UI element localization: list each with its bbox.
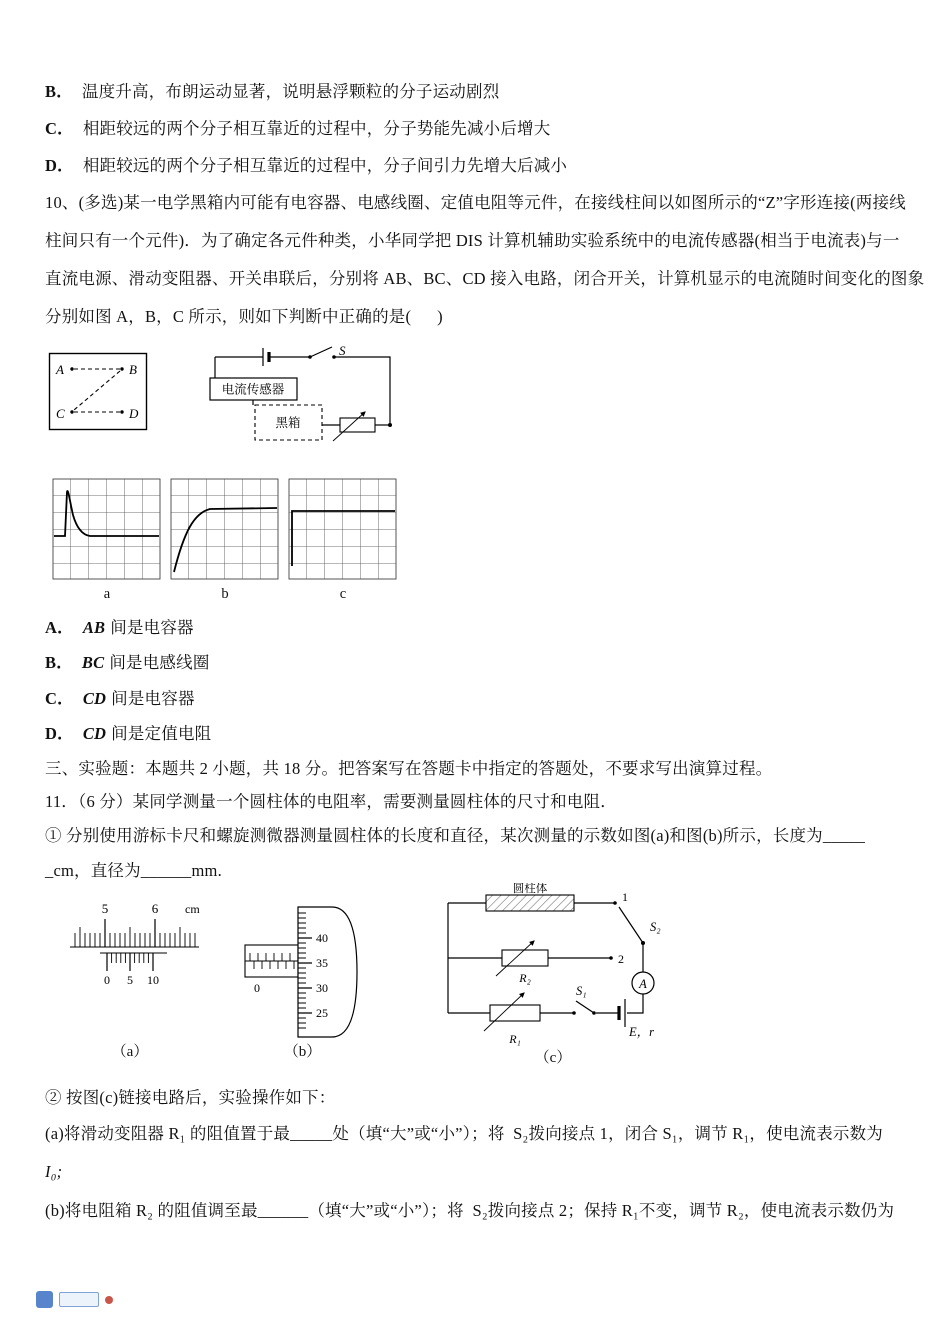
switch-icon xyxy=(308,345,390,425)
option-letter: D． xyxy=(45,724,74,743)
cylinder-label: 圆柱体 xyxy=(512,883,548,895)
switch-label: S xyxy=(339,345,346,358)
q11-circuit-figure xyxy=(428,883,678,1065)
terminal-b-label: B xyxy=(129,362,137,377)
micrometer-25-label: 25 xyxy=(316,1006,328,1020)
graph-b-label: b xyxy=(221,586,229,602)
option-text: 温度升高，布朗运动显著，说明悬浮颗粒的分子运动剧烈 xyxy=(81,82,500,101)
q10-circuit-figure xyxy=(205,345,400,450)
option-text: 间是定值电阻 xyxy=(111,724,212,743)
caliper-vernier-10: 10 xyxy=(147,973,159,987)
option-letter: C． xyxy=(45,689,74,708)
q10-stem-line-4: 分别如图 A，B，C 所示，则如下判断中正确的是( ) xyxy=(45,307,443,326)
rheostat-r1 xyxy=(448,993,540,1046)
blackbox-box xyxy=(255,405,322,440)
q10-option-c xyxy=(45,687,195,710)
caption-c: （c） xyxy=(534,1050,572,1066)
q10-graph-c xyxy=(288,478,398,580)
section3-header xyxy=(45,757,772,780)
s1-label: S₁ xyxy=(576,984,587,998)
caption-b: （b） xyxy=(283,1044,322,1060)
watermark-bar xyxy=(59,1292,99,1307)
cylinder-sample xyxy=(448,883,628,911)
battery-icon xyxy=(215,348,310,366)
q11-part2-intro: ② 按图(c)链接电路后，实验操作如下： xyxy=(45,1088,336,1107)
option-variable: CD xyxy=(82,689,107,708)
q11-stem: 11．（6 分）某同学测量一个圆柱体的电阻率，需要测量圆柱体的尺寸和电阻． xyxy=(45,792,617,811)
watermark-logo xyxy=(36,1291,113,1308)
terminal-d-label: D xyxy=(129,406,139,421)
option-letter: B． xyxy=(45,82,73,101)
selector-switch-s2 xyxy=(619,907,661,972)
q11-step-b: (b)将电阻箱 R₂ 的阻值调至最______（填“大”或“小”）；将 S₂拨向接点 2；保持 R₁不变，调节 R₂，使电流表示数仍为 xyxy=(45,1201,895,1220)
section3-label: 三、实验题： xyxy=(45,759,146,778)
prev-option-d xyxy=(45,154,567,177)
option-text: 相距较远的两个分子相互靠近的过程中，分子势能先减小后增大 xyxy=(82,119,551,138)
option-text: 间是电感线圈 xyxy=(109,653,210,672)
graph-c-label: c xyxy=(339,586,347,602)
option-letter: C． xyxy=(45,119,74,138)
section3-text: 本题共 2 小题，共 18 分。把答案写在答题卡中指定的答题处，不要求写出演算过程。 xyxy=(145,759,773,778)
q10-option-a xyxy=(45,616,194,639)
current-sensor-label: 电流传感器 xyxy=(221,382,285,397)
battery-icon xyxy=(596,999,654,1039)
q10-option-d xyxy=(45,722,211,745)
prev-option-b xyxy=(45,80,499,103)
caliper-vernier-0: 0 xyxy=(104,973,110,987)
q10-option-b xyxy=(45,651,210,674)
caliper-unit-label: cm xyxy=(185,902,200,916)
q10-graph-b xyxy=(170,478,280,580)
option-variable: BC xyxy=(81,653,105,672)
caliper-main-6: 6 xyxy=(151,901,159,916)
contact-1-label: 1 xyxy=(622,890,628,904)
q11-step-a-line-1: (a)将滑动变阻器 R₁ 的阻值置于最_____处（填“大”或“小”）；将 S₂拨向接点 1，闭合 S₁，调节 R₁，使电流表示数为 xyxy=(45,1124,884,1143)
q11-caliper-figure xyxy=(55,897,205,1012)
watermark-square xyxy=(36,1291,53,1308)
prev-option-c xyxy=(45,117,550,140)
micrometer-zero-label: 0 xyxy=(254,981,260,995)
caliper-vernier-5: 5 xyxy=(127,973,133,987)
battery-label: E，r xyxy=(629,1025,655,1039)
option-letter: A． xyxy=(45,618,74,637)
option-text: 间是电容器 xyxy=(111,689,195,708)
terminal-c-label: C xyxy=(56,406,65,421)
resistor-box-r2 xyxy=(448,941,624,985)
r1-label: R₁ xyxy=(509,1032,521,1046)
micrometer-30-label: 30 xyxy=(316,981,328,995)
q11-micrometer-figure xyxy=(240,893,365,1045)
graph-a-label: a xyxy=(103,586,111,602)
q11-part1-line-2: _cm，直径为______mm. xyxy=(45,861,222,880)
ammeter-label: A xyxy=(639,977,647,991)
q10-graph-a xyxy=(52,478,162,580)
option-letter: B． xyxy=(45,653,73,672)
option-variable: CD xyxy=(82,724,107,743)
current-sensor-box xyxy=(210,378,297,400)
s2-label: S₂ xyxy=(650,920,661,934)
ammeter-icon xyxy=(627,972,654,1013)
q10-stem-line-1: 10、(多选)某一电学黑箱内可能有电容器、电感线圈、定值电阻等元件，在接线柱间以如图所示的“Z”字形连接(两接线 xyxy=(45,193,906,212)
micrometer-35-label: 35 xyxy=(316,956,328,970)
q11-part1-line-1: ① 分别使用游标卡尺和螺旋测微器测量圆柱体的长度和直径，某次测量的示数如图(a)和图(b)所示，长度为_____ xyxy=(45,826,866,845)
contact-2-label: 2 xyxy=(618,952,624,966)
q10-blackbox-terminal-figure xyxy=(48,352,148,432)
option-letter: D． xyxy=(45,156,74,175)
option-variable: AB xyxy=(82,618,106,637)
watermark-dot xyxy=(105,1296,113,1304)
option-text: 相距较远的两个分子相互靠近的过程中，分子间引力先增大后减小 xyxy=(82,156,568,175)
micrometer-40-label: 40 xyxy=(316,931,328,945)
terminal-a-label: A xyxy=(56,362,64,377)
q10-stem-line-2: 柱间只有一个元件)．为了确定各元件种类，小华同学把 DIS 计算机辅助实验系统中的电流传感器(相当于电流表)与一 xyxy=(45,231,900,250)
switch-s1 xyxy=(540,984,596,1015)
q11-step-a-line-2: I₀; xyxy=(45,1162,63,1181)
caption-a: （a） xyxy=(111,1044,149,1060)
option-text: 间是电容器 xyxy=(110,618,194,637)
q10-stem-line-3: 直流电源、滑动变阻器、开关串联后，分别将 AB、BC、CD 接入电路，闭合开关，计算机显示的电流随时间变化的图象 xyxy=(45,269,925,288)
caliper-main-5: 5 xyxy=(101,901,109,916)
blackbox-label: 黑箱 xyxy=(275,416,301,430)
r2-label: R₂ xyxy=(519,971,531,985)
rheostat-icon xyxy=(322,412,392,441)
